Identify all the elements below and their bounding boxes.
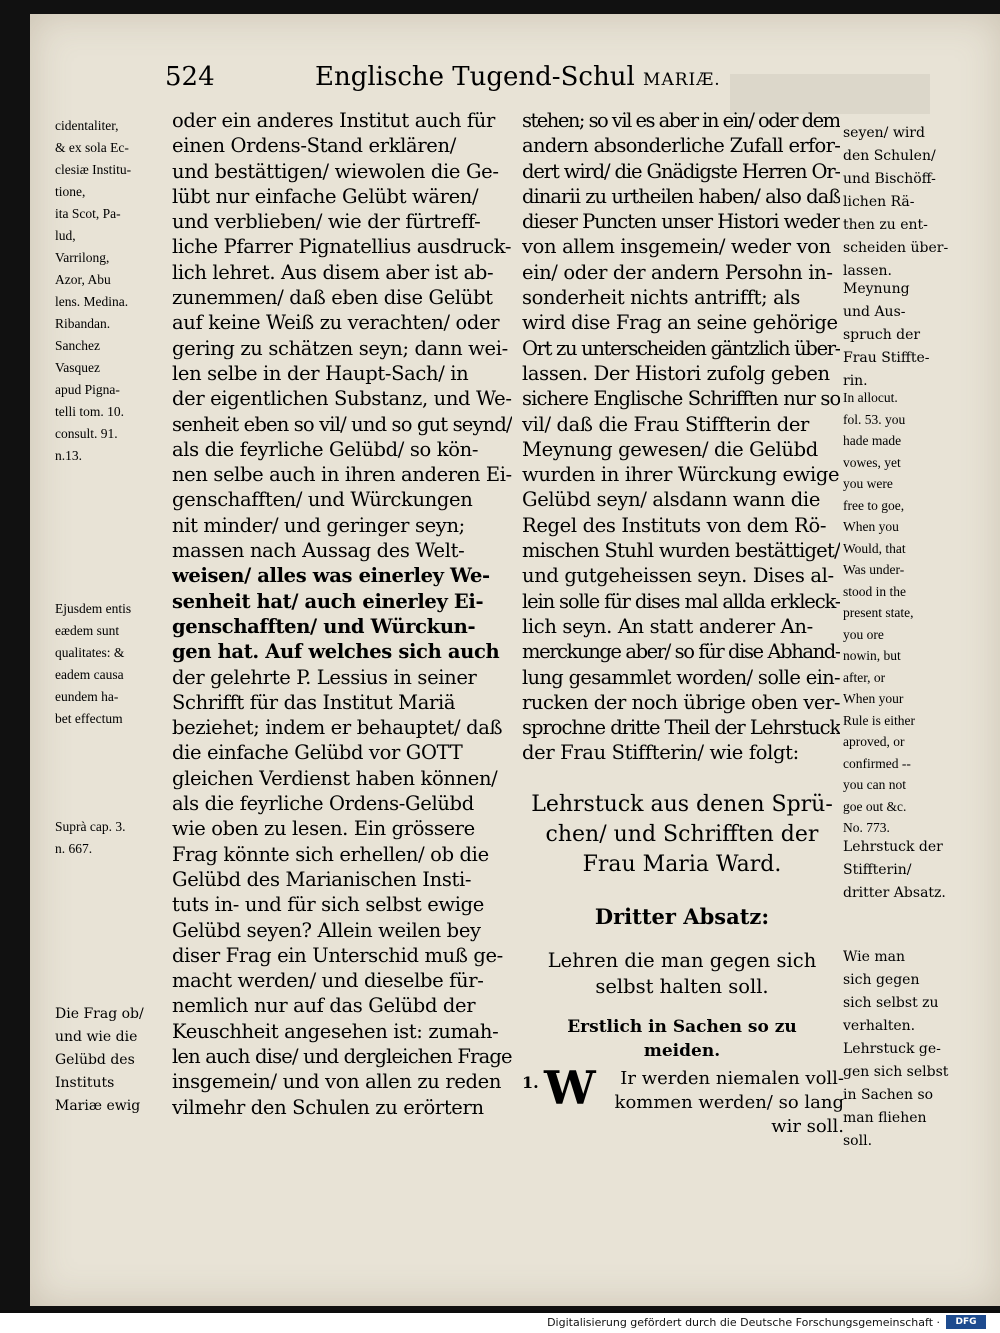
text-line: liche Pfarrer Pignatellius ausdruck- <box>172 235 512 259</box>
item-line: kommen werden/ so lang <box>614 1092 844 1113</box>
text-line: wie oben zu lesen. Ein grössere <box>172 817 475 841</box>
text-line: Gelübd seyn/ alsdann wann die <box>522 488 821 512</box>
text-line: lein solle für dises mal allda erkleck- <box>522 589 840 613</box>
text-line: Regel des Instituts von dem Rö- <box>522 513 827 537</box>
text-column-left <box>172 108 512 1120</box>
heading-line: chen/ und Schrifften der <box>545 822 819 847</box>
margin-note-line: n. 667. <box>55 841 93 856</box>
heading-line: Lehrstuck aus denen Sprü- <box>531 792 833 817</box>
text-line: beziehet; indem er behauptet/ daß <box>172 716 503 740</box>
text-line: nit minder/ und geringer seyn; <box>172 513 465 537</box>
margin-note-right-1 <box>843 122 993 283</box>
margin-note-line: free to goe, <box>843 497 905 513</box>
margin-note-line: Suprà cap. 3. <box>55 819 126 834</box>
section-title-absatz: Dritter Absatz: <box>594 904 770 929</box>
margin-note-line: you ore <box>843 626 884 642</box>
heading-line: Erstlich in Sachen so zu <box>567 1017 797 1037</box>
text-line: weisen/ alles was einerley We- <box>172 564 490 588</box>
text-line: lich seyn. An statt anderer An- <box>522 614 813 638</box>
margin-note-line: Mariæ ewig <box>55 1098 141 1114</box>
text-line: Gelübd seyen? Allein weilen bey <box>172 918 481 942</box>
margin-note-line: rin. <box>843 373 868 389</box>
text-line: len selbe in der Haupt-Sach/ in <box>172 361 469 385</box>
text-line: diser Frag ein Unterschid muß ge- <box>172 943 503 967</box>
margin-note-line: Frau Stiffte- <box>843 350 930 366</box>
margin-note-line: Die Frag ob/ <box>55 1006 144 1022</box>
text-line: nen selbe auch in ihren anderen Ei- <box>172 463 512 487</box>
margin-note-line: Sanchez <box>55 338 100 353</box>
text-line: als die feyrliche Gelübd/ so kön- <box>172 437 479 461</box>
text-line: dinarii zu urtheilen haben/ also daß <box>522 184 840 208</box>
text-line: merckunge aber/ so für dise Abhand- <box>522 640 840 664</box>
margin-note-line: telli tom. 10. <box>55 404 124 419</box>
margin-note-line: Would, that <box>843 540 906 556</box>
text-line: senheit hat/ auch einerley Ei- <box>172 589 484 613</box>
text-column-right <box>522 108 840 766</box>
margin-note-line: eundem ha- <box>55 689 119 704</box>
margin-note-line: Stiffterin/ <box>843 862 912 878</box>
margin-note-line: Ribandan. <box>55 316 111 331</box>
margin-note-line: & ex sola Ec- <box>55 140 129 155</box>
heading-line: selbst halten soll. <box>595 975 769 998</box>
margin-note-line: cidentaliter, <box>55 118 119 133</box>
text-line: lassen. Der Histori zufolg geben <box>522 361 830 385</box>
text-line: gleichen Verdienst haben können/ <box>172 766 498 790</box>
footer-credit: Digitalisierung gefördert durch die Deutsche Forschungsgemeinschaft · <box>547 1316 940 1329</box>
margin-note-line: scheiden über- <box>843 240 949 256</box>
margin-note-line: lens. Medina. <box>55 294 129 309</box>
text-line: vilmehr den Schulen zu erörtern <box>172 1095 484 1119</box>
margin-note-line: apud Pigna- <box>55 382 120 397</box>
margin-note-line: nowin, but <box>843 648 901 663</box>
text-line: genschafften/ und Würckun- <box>172 614 476 638</box>
margin-note-line: Ejusdem entis <box>55 601 132 616</box>
item-line: wir soll. <box>771 1116 844 1137</box>
text-line: stehen; so vil es aber in ein/ oder dem <box>522 109 840 132</box>
margin-note-line: No. 773. <box>843 820 890 835</box>
text-line: Keuschheit angesehen ist: zumah- <box>172 1019 499 1043</box>
margin-note-right-4 <box>843 836 993 905</box>
text-line: vil/ daß die Frau Stiffterin der <box>522 412 809 436</box>
text-line: tuts in- und für sich selbst ewige <box>172 893 484 917</box>
margin-note-line: lassen. <box>843 263 892 279</box>
running-head-main: Englische Tugend-Schul <box>315 62 635 92</box>
margin-note-line: lud, <box>55 228 76 243</box>
heading-line: meiden. <box>643 1041 721 1061</box>
dfg-logo: DFG <box>946 1315 986 1329</box>
page-number: 524 <box>165 62 215 92</box>
text-line: senheit eben so vil/ und so gut seynd/ <box>172 412 512 436</box>
margin-note-line: n.13. <box>55 448 82 463</box>
section-title-erstlich <box>522 1015 842 1063</box>
text-line: genschafften/ und Würckungen <box>172 488 473 512</box>
margin-note-line: Lehrstuck ge- <box>843 1041 941 1057</box>
margin-note-line: und Aus- <box>843 304 906 320</box>
running-head <box>315 62 721 92</box>
text-line: lich lehret. Aus disem aber ist ab- <box>172 260 494 284</box>
margin-note-line: bet effectum <box>55 711 123 726</box>
margin-note-line: spruch der <box>843 327 921 343</box>
margin-note-line: eædem sunt <box>55 623 120 638</box>
text-line: Ort zu unterscheiden gäntzlich über- <box>522 336 840 360</box>
margin-note-line: present state, <box>843 605 914 620</box>
text-line: sichere Englische Schrifften nur so <box>522 387 840 411</box>
section-title-lehrstuck <box>522 790 842 880</box>
item-text <box>600 1067 844 1139</box>
margin-note-line: man fliehen <box>843 1110 927 1126</box>
running-head-small: MARIÆ. <box>643 70 721 90</box>
text-line: sonderheit nichts antrifft; als <box>522 286 800 310</box>
text-line: sprochne dritte Theil der Lehrstuck <box>522 716 840 740</box>
text-line: lübt nur einfache Gelübt wären/ <box>172 184 479 208</box>
text-line: einen Ordens-Stand erklären/ <box>172 134 456 158</box>
margin-note-right-5 <box>843 946 993 1153</box>
margin-note-line: verhalten. <box>843 1018 916 1034</box>
text-line: mischen Stuhl wurden bestättiget/ <box>522 539 840 563</box>
margin-note-line: you were <box>843 476 893 491</box>
text-line: dert wird/ die Gnädigste Herren Or- <box>522 159 840 183</box>
text-line: Frag könnte sich erhellen/ ob die <box>172 842 489 866</box>
margin-note-line: vowes, yet <box>843 454 901 470</box>
margin-note-line: Lehrstuck der <box>843 839 943 855</box>
margin-note-line: Azor, Abu <box>55 272 111 287</box>
margin-note-line: Varrilong, <box>55 250 110 265</box>
margin-note-line: after, or <box>843 669 886 685</box>
margin-note-line: lichen Rä- <box>843 194 915 210</box>
margin-note-line: you can not <box>843 777 906 792</box>
text-line: macht werden/ und dieselbe für- <box>172 969 484 993</box>
margin-note-line: soll. <box>843 1133 873 1149</box>
margin-note-line: Wie man <box>843 949 905 965</box>
margin-note-line: in Sachen so <box>843 1087 934 1103</box>
text-line: lung gesammlet worden/ solle ein- <box>522 665 840 689</box>
text-line: Schrifft für das Institut Mariä <box>172 690 456 714</box>
text-line: Meynung gewesen/ die Gelübd <box>522 437 818 461</box>
margin-note-line: Vasquez <box>55 360 100 375</box>
text-line: dieser Puncten unser Histori weder <box>522 210 840 234</box>
margin-note-line: fol. 53. you <box>843 411 906 427</box>
margin-note-line: Rule is either <box>843 712 915 728</box>
text-line: von allem insgemein/ weder von <box>522 235 831 259</box>
text-line: nemlich nur auf das Gelübd der <box>172 994 476 1018</box>
text-line: und gutgeheissen seyn. Dises al- <box>522 564 834 588</box>
drop-cap: W <box>544 1061 596 1115</box>
margin-note-line: tione, <box>55 184 86 199</box>
text-line: rucken der noch übrige oben ver- <box>522 690 840 714</box>
margin-note-line: dritter Absatz. <box>843 885 946 901</box>
margin-note-line: eadem causa <box>55 667 124 682</box>
text-line: zunemmen/ daß eben dise Gelübt <box>172 286 493 310</box>
margin-note-line: gen sich selbst <box>843 1064 949 1080</box>
item-number: 1. <box>522 1073 539 1092</box>
margin-note-line: hade made <box>843 433 902 448</box>
margin-note-line: qualitates: & <box>55 645 125 660</box>
margin-note-line: In allocut. <box>843 390 898 405</box>
text-line: ein/ oder der andern Persohn in- <box>522 260 833 284</box>
text-line: als die feyrliche Ordens-Gelübd <box>172 792 474 816</box>
margin-note-line: seyen/ wird <box>843 125 925 141</box>
margin-note-line: sich selbst zu <box>843 995 939 1011</box>
text-line: gen hat. Auf welches sich auch <box>172 640 500 664</box>
text-line: der eigentlichen Substanz, und We- <box>172 387 512 411</box>
text-line: die einfache Gelübd vor GOTT <box>172 741 463 765</box>
text-line: wird dise Frag an seine gehörige <box>522 311 838 335</box>
text-line: auf keine Weiß zu verachten/ oder <box>172 311 500 335</box>
section-title-lehren <box>522 948 842 1000</box>
margin-note-line: stood in the <box>843 583 906 599</box>
margin-note-right-3 <box>843 387 993 839</box>
text-line: Gelübd des Marianischen Insti- <box>172 867 472 891</box>
margin-note-line: clesiæ Institu- <box>55 162 132 177</box>
heading-line: Lehren die man gegen sich <box>547 949 817 972</box>
text-line: und bestättigen/ wiewolen die Ge- <box>172 159 499 183</box>
margin-note-line: und Bischöff- <box>843 171 936 187</box>
text-line: und verblieben/ wie der fürtreff- <box>172 210 481 234</box>
margin-note-line: aproved, or <box>843 734 905 749</box>
margin-note-line: consult. 91. <box>55 426 118 441</box>
text-line: der Frau Stiffterin/ wie folgt: <box>522 741 799 765</box>
margin-note-line: Meynung <box>843 281 910 297</box>
heading-line: Frau Maria Ward. <box>582 852 782 877</box>
margin-note-line: Gelübd des <box>55 1052 135 1068</box>
text-line: len auch dise/ und dergleichen Frage <box>172 1044 512 1068</box>
text-line: oder ein anderes Institut auch für <box>172 109 495 132</box>
text-line: massen nach Aussag des Welt- <box>172 539 465 563</box>
item-line: Ir werden niemalen voll- <box>620 1068 844 1089</box>
margin-note-line: Instituts <box>55 1075 115 1091</box>
margin-note-line: Was under- <box>843 562 905 577</box>
margin-note-line: then zu ent- <box>843 217 928 233</box>
text-line: gering zu schätzen seyn; dann wei- <box>172 336 508 360</box>
margin-note-right-2 <box>843 278 993 393</box>
margin-note-line: ita Scot, Pa- <box>55 206 121 221</box>
text-line: wurden in ihrer Würckung ewige <box>522 463 840 487</box>
text-line: der gelehrte P. Lessius in seiner <box>172 665 477 689</box>
margin-note-line: goe out &c. <box>843 798 907 814</box>
margin-note-line: confirmed -- <box>843 755 911 771</box>
text-line: andern absonderliche Zufall erfor- <box>522 134 840 158</box>
margin-note-line: sich gegen <box>843 972 920 988</box>
margin-note-line: When your <box>843 691 904 706</box>
margin-note-line: und wie die <box>55 1029 138 1045</box>
text-line: insgemein/ und von allen zu reden <box>172 1070 502 1094</box>
margin-note-line: When you <box>843 519 899 534</box>
margin-note-line: den Schulen/ <box>843 148 936 164</box>
